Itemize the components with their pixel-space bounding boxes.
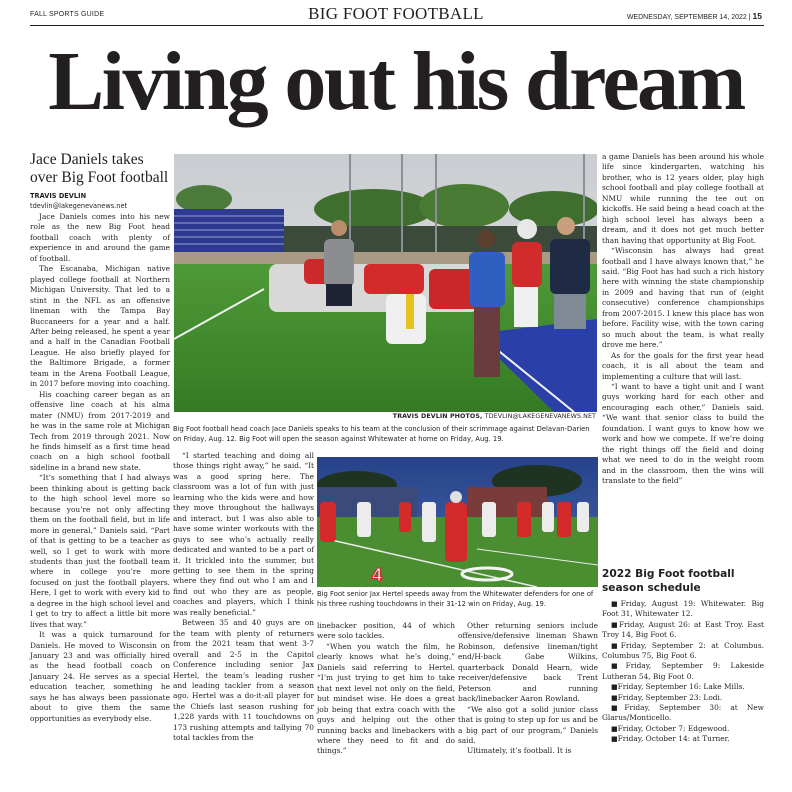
page-number: 15 xyxy=(752,11,762,21)
article-column-1 xyxy=(30,212,170,724)
schedule-item: ■ Friday, October 7: Edgewood. xyxy=(602,724,764,734)
touchdown-run-image xyxy=(317,457,598,587)
article-column-4 xyxy=(458,621,598,757)
article-column-3 xyxy=(317,621,455,757)
yard-marker: 4 xyxy=(372,565,383,585)
dateline xyxy=(627,11,762,21)
photo-caption: Big Foot football head coach Jace Daniels speaks to his team at the conclusion of their scrimmage against Delavan-Darien on Friday, Aug. 12. Big Foot will open the season against Whitewater at home on Friday, Aug. 19. xyxy=(173,425,590,444)
paragraph: As for the goals for the first year head coach, it is all about the team and implementing a culture that will last. xyxy=(602,350,764,381)
schedule-title: 2022 Big Foot football season schedule xyxy=(602,568,735,594)
schedule-item: ■ Friday, August 19: Whitewater. Big Foot 31, Whitewater 12. xyxy=(602,599,764,620)
paragraph: His coaching career began as an offensive line coach at his alma mater (NMU) from 2017-2019 and he was in the same role at Michigan Tech from 2019 through 2021. Now he finds himself as a first time head coach on a high school football sideline in a brand new state. xyxy=(30,389,170,472)
date: WEDNESDAY, SEPTEMBER 14, 2022 xyxy=(626,14,747,21)
paragraph: Jace Daniels comes into his new role as the new Big Foot head football coach with plenty of experience in and around the game of football. xyxy=(30,212,170,263)
paragraph: “When you watch the film, he clearly knows what he’s doing,” Daniels said referring to Hertel. “I’m just trying to get him to take that next level not only on the field, but mindset wise. He does a great job being that extra coach with the guys and helping out the other running backs and linebackers with where they need to fit and do things.” xyxy=(317,641,455,756)
paragraph: Other returning seniors include offensive/defensive lineman Shawn Robinson, defensive lineman/tight end/H-back Gabe Wilkins, quarterback Donald Hearn, wide receiver/defensive back Trent Peterson and running back/linebacker Aaron Rowland. xyxy=(458,621,598,704)
deck: Jace Daniels takes over Big Foot football xyxy=(30,151,169,186)
photo-credit-email[interactable]: TDEVLIN@LAKEGENEVANEWS.NET xyxy=(484,413,596,420)
section-title: BIG FOOT FOOTBALL xyxy=(308,4,484,23)
byline-author: TRAVIS DEVLIN xyxy=(30,192,87,200)
schedule-list xyxy=(602,599,764,745)
separator: | xyxy=(748,14,751,21)
schedule-item: ■ Friday, September 16: Lake Mills. xyxy=(602,682,764,692)
headline: Living out his dream xyxy=(48,35,744,128)
paragraph: “Wisconsin has always had great football and I have always known that,” he said. “Big Foot has had such a rich history here with winning the state championship in 2009 and having that run of (eight consecutive) conference championships from 2007-2015. I knew this place has won before. Facility wise, with the town caring so much about the team, is what really drove me here.” xyxy=(602,246,764,350)
schedule-item: ■ Friday, September 2: at Columbus. Columbus 75, Big Foot 6. xyxy=(602,641,764,662)
paragraph: linebacker position, 44 of which were solo tackles. xyxy=(317,621,455,641)
photo-touchdown-run xyxy=(317,457,598,587)
schedule-item: ■ Friday, September 9: Lakeside Lutheran 54, Big Foot 0. xyxy=(602,661,764,682)
byline-email[interactable]: tdevlin@lakegenevanews.net xyxy=(30,202,128,210)
paragraph: a game Daniels has been around his whole life since kindergarten, watching his brother, who is 12 years older, play high school football and play college football at NMU while running the tee out on kickoffs. He said being a head coach at the high school level has always been a dream, and it does not get much better than having that opportunity at Big Foot. xyxy=(602,152,764,245)
schedule-item: ■ Friday, September 23: Lodi. xyxy=(602,693,764,703)
photo-team-huddle xyxy=(174,154,597,412)
paragraph: “It’s something that I had always been thinking about is getting back to the high school level more so because you’re not only affecting them on the football field, but in life more in general,” Daniels said. “Part of that is getting to be a teacher as well, so I get to work with more students than just the football team where in college you’re more focused on just the football players. Here, I get to work with every kid to a degree in the high school level and I get to try to affect a little bit more lives that way.” xyxy=(30,473,170,629)
article-column-5 xyxy=(602,152,764,487)
paragraph: Ultimately, it’s football. It is xyxy=(467,746,572,756)
article-column-2 xyxy=(173,451,314,744)
header-rule xyxy=(30,25,764,26)
photo-credit-name: TRAVIS DEVLIN PHOTOS, xyxy=(392,413,483,420)
paragraph: “I started teaching and doing all those things right away,” he said. “It was a good spring here. The classroom was a lot of fun with just learning who the kids were and how they move throughout the hallways and interact, but I was also able to have some winter workouts with the guys to see who’s actually really dedicated and wanted to be a part of it. It trickled into the summer, but getting to see them in the spring where they find out who I am and I find out who they are as people, coaches and players, which I think was really beneficial.” xyxy=(173,451,314,617)
paragraph: It was a quick turnaround for Daniels. He moved to Wisconsin on January 23 and was officially hired as the head football coach on January 24. He serves as a special education teacher, something he says he has always been passionate about to give them the same opportunities as everybody else. xyxy=(30,630,170,723)
paragraph: “I want to have a tight unit and I want guys working hard for each other and encouraging each other,” Daniels said. “We want that senior class to build the foundation. I want guys to know how we work and how we compete. If we’re doing the right things off the field and doing what we need to do in the weight room and in the classroom, then the wins will translate to the field” xyxy=(602,381,764,486)
paragraph: “We also got a solid junior class that is going to step up for us and be a big part of our program,” Daniels said. xyxy=(458,704,598,745)
section-label: FALL SPORTS GUIDE xyxy=(30,11,105,18)
schedule-item: ■ Friday, August 26: at East Troy. East Troy 14, Big Foot 6. xyxy=(602,620,764,641)
photo-credit xyxy=(393,413,596,420)
paragraph: The Escanaba, Michigan native played college football at Northern Michigan University. That led to a stint in the NFL as an offensive lineman with the Tampa Bay Buccaneers for a year and a half. After being released, he spent a year and a half in the Canadian Football League. He also briefly played for the Baltimore Brigade, a former team in the Arena Football League, in 2017 before moving into coaching. xyxy=(30,264,171,389)
schedule-item: ■ Friday, September 30: at New Glarus/Monticello. xyxy=(602,703,764,724)
schedule-item: ■ Friday, October 14: at Turner. xyxy=(602,734,764,744)
photo-caption: Big Foot senior Jax Hertel speeds away from the Whitewater defenders for one of his three rushing touchdowns in their 31-12 win on Friday, Aug. 19. xyxy=(317,590,594,609)
team-huddle-image xyxy=(174,154,597,412)
paragraph: Between 35 and 40 guys are on the team with plenty of returners from the 2021 team that went 3-7 overall and 2-5 in the Capitol Conference including senior Jax Hertel, the team’s leading rusher and leading tackler from a season ago. Hertel was a do-it-all player for the Chiefs last season rushing for 1,228 yards with 11 touchdowns on 173 rushing attempts and tallying 70 total tackles from the xyxy=(173,618,314,743)
